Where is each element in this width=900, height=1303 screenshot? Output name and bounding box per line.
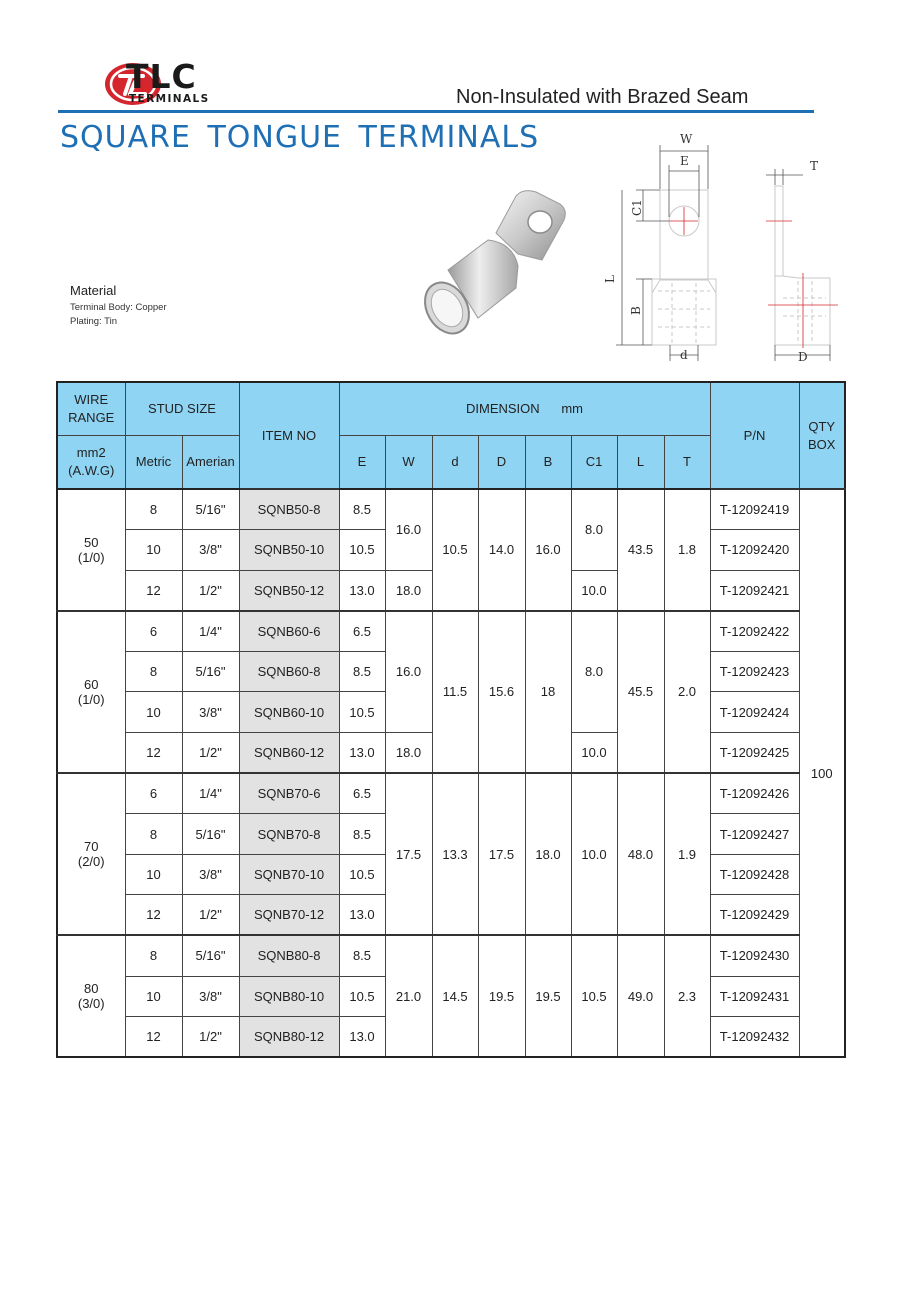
header-dim-d: d <box>432 435 478 489</box>
dim-e: 6.5 <box>339 773 385 814</box>
dim-label-l: L <box>603 275 617 283</box>
table-row <box>57 489 845 530</box>
dim-b: 16.0 <box>525 489 571 611</box>
part-number: T-12092428 <box>710 854 799 894</box>
dim-e: 10.5 <box>339 854 385 894</box>
dim-e: 10.5 <box>339 692 385 732</box>
dim-w: 16.0 <box>385 489 432 570</box>
dim-e: 13.0 <box>339 1016 385 1057</box>
stud-metric: 10 <box>125 530 182 570</box>
wire-range-cell <box>57 489 125 611</box>
header-dim-e: E <box>339 435 385 489</box>
dim-label-e: E <box>680 154 689 168</box>
brand-name: TLC <box>126 57 197 96</box>
part-number: T-12092424 <box>710 692 799 732</box>
dim-label-c1: C1 <box>630 199 644 216</box>
part-number: T-12092421 <box>710 570 799 611</box>
item-no: SQNB70-10 <box>239 854 339 894</box>
stud-metric: 8 <box>125 935 182 976</box>
header-dim-w: W <box>385 435 432 489</box>
part-number: T-12092420 <box>710 530 799 570</box>
dim-big-d: 17.5 <box>478 773 525 935</box>
stud-amerian: 5/16" <box>182 489 239 530</box>
stud-amerian: 5/16" <box>182 814 239 854</box>
item-no: SQNB50-10 <box>239 530 339 570</box>
stud-amerian: 3/8" <box>182 976 239 1016</box>
item-no: SQNB50-8 <box>239 489 339 530</box>
dim-label-b: B <box>629 306 643 315</box>
dim-c1: 10.0 <box>571 773 617 935</box>
stud-metric: 10 <box>125 976 182 1016</box>
stud-amerian: 3/8" <box>182 854 239 894</box>
stud-metric: 10 <box>125 692 182 732</box>
header-pn: P/N <box>710 382 799 489</box>
header-awg: (A.W.G) <box>68 462 115 478</box>
dim-e: 13.0 <box>339 894 385 935</box>
dim-w: 18.0 <box>385 732 432 773</box>
item-no: SQNB60-6 <box>239 611 339 652</box>
part-number: T-12092431 <box>710 976 799 1016</box>
wire-range-cell <box>57 935 125 1057</box>
wire-awg: (3/0) <box>77 996 105 1012</box>
qty-box-value: 100 <box>799 489 845 1057</box>
part-number: T-12092419 <box>710 489 799 530</box>
stud-amerian: 1/2" <box>182 894 239 935</box>
dim-t: 1.8 <box>664 489 710 611</box>
wire-mm2: 80 <box>84 981 99 997</box>
part-number: T-12092426 <box>710 773 799 814</box>
stud-metric: 6 <box>125 611 182 652</box>
header-metric: Metric <box>125 435 182 489</box>
dim-e: 8.5 <box>339 652 385 692</box>
wire-awg: (1/0) <box>77 691 105 707</box>
wire-range-cell <box>57 773 125 935</box>
header-wire-range: WIRE RANGE <box>57 382 125 435</box>
stud-amerian: 1/2" <box>182 570 239 611</box>
dim-w: 16.0 <box>385 611 432 732</box>
dim-t: 2.3 <box>664 935 710 1057</box>
wire-awg: (2/0) <box>77 854 105 870</box>
stud-metric: 12 <box>125 732 182 773</box>
stud-amerian: 1/4" <box>182 611 239 652</box>
material-block <box>70 283 167 329</box>
header-stud-size: STUD SIZE <box>125 382 239 435</box>
wire-mm2: 50 <box>84 534 99 550</box>
header-dimension: DIMENSION mm <box>339 382 710 435</box>
dim-t: 2.0 <box>664 611 710 773</box>
dim-e: 10.5 <box>339 530 385 570</box>
page-title: SQUARE TONGUE TERMINALS <box>60 120 540 155</box>
dim-b: 18.0 <box>525 773 571 935</box>
wire-mm2: 70 <box>84 839 99 855</box>
dim-label-t: T <box>810 159 819 173</box>
stud-metric: 10 <box>125 854 182 894</box>
header-dim-c1: C1 <box>571 435 617 489</box>
dim-big-d: 15.6 <box>478 611 525 773</box>
header-dim-t: T <box>664 435 710 489</box>
table-row <box>57 773 845 814</box>
item-no: SQNB50-12 <box>239 570 339 611</box>
header-amerian: Amerian <box>182 435 239 489</box>
stud-metric: 8 <box>125 814 182 854</box>
dim-c1: 10.0 <box>571 732 617 773</box>
dim-d: 10.5 <box>432 489 478 611</box>
dim-e: 13.0 <box>339 732 385 773</box>
stud-amerian: 1/2" <box>182 732 239 773</box>
stud-amerian: 1/4" <box>182 773 239 814</box>
material-heading: Material <box>70 283 117 298</box>
dimension-drawing <box>598 133 838 368</box>
header-mm2: mm2 <box>76 444 106 460</box>
item-no: SQNB70-12 <box>239 894 339 935</box>
dim-w: 17.5 <box>385 773 432 935</box>
stud-amerian: 5/16" <box>182 652 239 692</box>
dim-l: 45.5 <box>617 611 664 773</box>
dim-b: 18 <box>525 611 571 773</box>
wire-mm2: 60 <box>84 676 99 692</box>
brand-subtitle: TERMINALS <box>129 93 210 105</box>
stud-metric: 12 <box>125 1016 182 1057</box>
stud-amerian: 3/8" <box>182 530 239 570</box>
item-no: SQNB80-8 <box>239 935 339 976</box>
dim-w: 21.0 <box>385 935 432 1057</box>
dim-d: 11.5 <box>432 611 478 773</box>
stud-amerian: 1/2" <box>182 1016 239 1057</box>
page-subtitle: Non-Insulated with Brazed Seam <box>456 86 749 108</box>
dim-d: 14.5 <box>432 935 478 1057</box>
dim-c1: 10.5 <box>571 935 617 1057</box>
dim-w: 18.0 <box>385 570 432 611</box>
dim-c1: 10.0 <box>571 570 617 611</box>
item-no: SQNB60-8 <box>239 652 339 692</box>
wire-range-cell <box>57 611 125 773</box>
material-line: Terminal Body: Copper <box>70 302 167 313</box>
stud-metric: 8 <box>125 489 182 530</box>
stud-amerian: 3/8" <box>182 692 239 732</box>
part-number: T-12092423 <box>710 652 799 692</box>
dim-c1: 8.0 <box>571 489 617 570</box>
dim-label-w: W <box>680 133 693 146</box>
terminal-photo <box>418 188 573 348</box>
dim-e: 10.5 <box>339 976 385 1016</box>
item-no: SQNB60-12 <box>239 732 339 773</box>
part-number: T-12092425 <box>710 732 799 773</box>
dim-e: 13.0 <box>339 570 385 611</box>
header-dim-l: L <box>617 435 664 489</box>
dim-c1: 8.0 <box>571 611 617 732</box>
header-mm2-awg <box>57 435 125 489</box>
item-no: SQNB70-6 <box>239 773 339 814</box>
part-number: T-12092432 <box>710 1016 799 1057</box>
spec-table <box>56 381 846 1058</box>
part-number: T-12092430 <box>710 935 799 976</box>
dim-label-big-d: D <box>798 350 808 364</box>
item-no: SQNB80-12 <box>239 1016 339 1057</box>
dim-e: 8.5 <box>339 489 385 530</box>
dim-label-d: d <box>680 348 688 362</box>
dim-big-d: 19.5 <box>478 935 525 1057</box>
dim-d: 13.3 <box>432 773 478 935</box>
header-item-no: ITEM NO <box>239 382 339 489</box>
stud-metric: 12 <box>125 894 182 935</box>
dim-t: 1.9 <box>664 773 710 935</box>
dim-big-d: 14.0 <box>478 489 525 611</box>
part-number: T-12092429 <box>710 894 799 935</box>
wire-awg: (1/0) <box>77 549 105 565</box>
header-divider <box>58 110 814 113</box>
dim-e: 6.5 <box>339 611 385 652</box>
dim-l: 49.0 <box>617 935 664 1057</box>
dim-e: 8.5 <box>339 814 385 854</box>
dim-l: 43.5 <box>617 489 664 611</box>
stud-amerian: 5/16" <box>182 935 239 976</box>
table-row <box>57 935 845 976</box>
stud-metric: 8 <box>125 652 182 692</box>
part-number: T-12092427 <box>710 814 799 854</box>
header-dim-b: B <box>525 435 571 489</box>
dim-l: 48.0 <box>617 773 664 935</box>
stud-metric: 6 <box>125 773 182 814</box>
table-row <box>57 611 845 652</box>
item-no: SQNB80-10 <box>239 976 339 1016</box>
dim-b: 19.5 <box>525 935 571 1057</box>
header-qty-box: QTY BOX <box>799 382 845 489</box>
stud-metric: 12 <box>125 570 182 611</box>
header-dim-d: D <box>478 435 525 489</box>
part-number: T-12092422 <box>710 611 799 652</box>
dim-e: 8.5 <box>339 935 385 976</box>
item-no: SQNB60-10 <box>239 692 339 732</box>
material-line: Plating: Tin <box>70 316 117 327</box>
item-no: SQNB70-8 <box>239 814 339 854</box>
